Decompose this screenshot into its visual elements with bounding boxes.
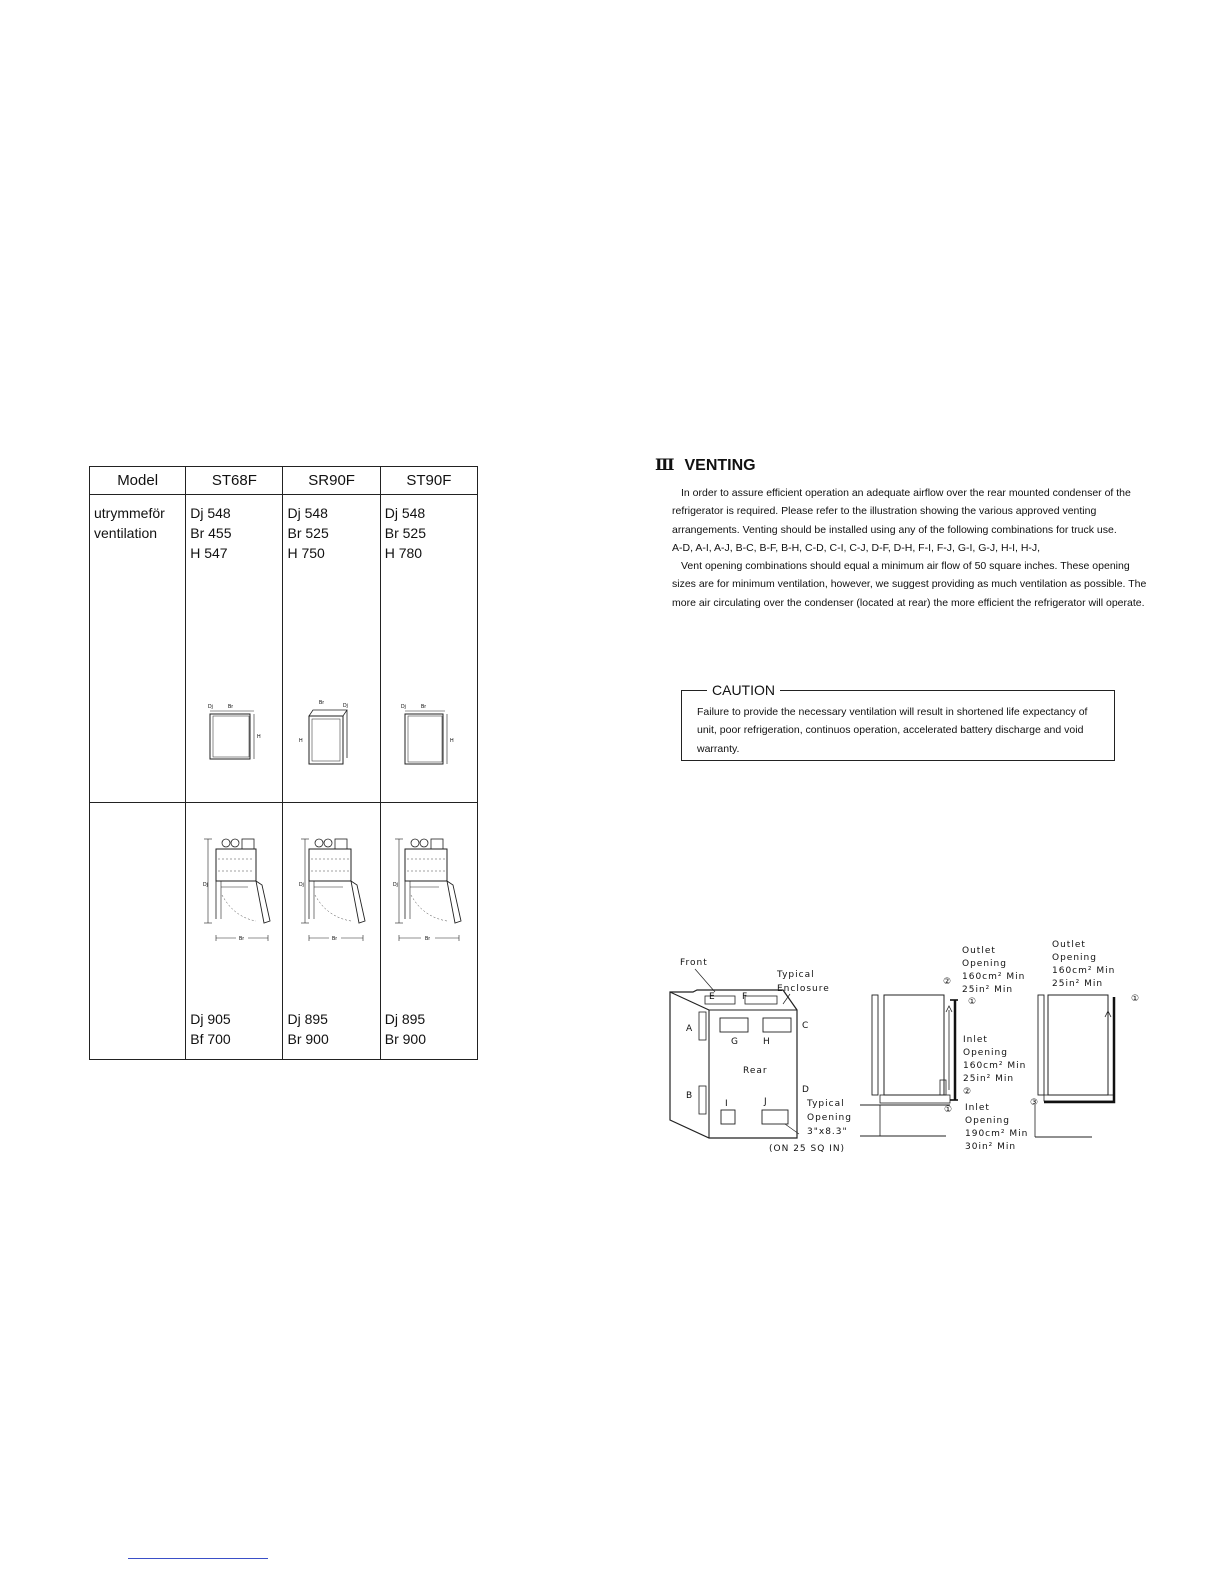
venting-heading (655, 455, 756, 475)
fig-label-dj: Dj (392, 882, 398, 888)
label-typical-opening-3: 3"x8.3" (807, 1127, 848, 1137)
caution-title: CAUTION (707, 682, 780, 698)
label-typical: Typical (777, 970, 815, 980)
dim-dj: Dj 548 (190, 505, 231, 521)
dim-dj: Dj 905 (190, 1011, 231, 1027)
marker-1: ① (1131, 994, 1141, 1004)
venting-cell-sr90f (283, 803, 380, 1060)
inlet-a-line4: 25in² Min (963, 1074, 1015, 1084)
side-vent-diagram-a (860, 940, 1040, 1155)
label-front: Front (680, 958, 708, 968)
label-opening-note: (ON 25 SQ IN) (769, 1144, 846, 1154)
label-j: J (764, 1097, 768, 1107)
dim-dj: Dj 548 (287, 505, 328, 521)
fig-label-dj: Dj (299, 882, 305, 888)
outlet-a-line3: 160cm² Min (962, 972, 1026, 982)
caution-box (681, 682, 1115, 761)
footer-rule (128, 1558, 268, 1559)
table-row-venting (90, 803, 478, 1060)
header-st68f: ST68F (186, 467, 283, 495)
fridge-perspective-figure (283, 700, 380, 780)
venting-cell-st68f (186, 803, 283, 1060)
inlet-a-line1: Inlet (963, 1035, 988, 1045)
dim-br: Br 525 (384, 525, 426, 541)
venting-paragraph-1: In order to assure efficient operation an adequate airflow over the rear mounted condenser of the refrigerator is required. Please refer to the illustration showing the various approved venting arrangements. Venting should be installed using any of the following combinations for truck use. (672, 487, 1131, 536)
label-typical-opening-2: Opening (807, 1113, 852, 1123)
fridge-front-figure (186, 700, 283, 780)
fridge-door-open-figure (381, 831, 478, 961)
fig-label-br: Br (420, 704, 426, 710)
venting-label-cell (90, 803, 186, 1060)
label-a: A (686, 1024, 694, 1034)
outlet-a-line1: Outlet (962, 946, 996, 956)
header-sr90f: SR90F (283, 467, 380, 495)
space-cell-st90f (380, 495, 477, 803)
label-i: I (725, 1099, 729, 1109)
dim-h: H 750 (287, 545, 325, 561)
outlet-b-line4: 25in² Min (1052, 979, 1104, 989)
fig-label-br: Br (332, 936, 338, 942)
label-enclosure: Enclosure (777, 984, 830, 994)
model-spec-table (89, 466, 478, 1060)
fig-label-br: Br (228, 704, 234, 710)
fridge-front-figure (381, 700, 478, 780)
dim-br: Br 525 (287, 525, 329, 541)
fig-label-dj: Dj (400, 704, 406, 710)
label-h: H (763, 1037, 771, 1047)
outlet-b-line3: 160cm² Min (1052, 966, 1116, 976)
space-label-line1: utrymmeför (94, 505, 165, 521)
fig-label-dj: Dj (208, 704, 213, 710)
table-row-space (90, 495, 478, 803)
section-numeral: Ⅲ (655, 455, 675, 474)
marker-2: ② (963, 1087, 973, 1097)
space-label-line2: ventilation (94, 525, 158, 541)
inlet-b-line3: 190cm² Min (965, 1129, 1029, 1139)
label-g: G (731, 1037, 739, 1047)
header-st90f: ST90F (380, 467, 477, 495)
marker-3: ③ (1030, 1098, 1040, 1108)
fig-label-br: Br (319, 700, 325, 706)
caution-text: Failure to provide the necessary ventilation will result in shortened life expectancy of unit, poor refrigeration, continuos operation, accelerated battery discharge and void warranty. (697, 706, 1088, 755)
inlet-b-line1: Inlet (965, 1103, 990, 1113)
fig-label-h: H (257, 734, 261, 740)
fig-label-h: H (299, 738, 304, 744)
fig-label-h: H (449, 738, 454, 744)
side-vent-diagram-b (1030, 935, 1150, 1150)
label-rear: Rear (743, 1066, 768, 1076)
outlet-b-line1: Outlet (1052, 940, 1086, 950)
dim-dj: Dj 895 (384, 1011, 426, 1027)
fig-label-dj: Dj (203, 882, 208, 888)
fridge-door-open-figure (186, 831, 283, 961)
marker-1: ① (944, 1105, 954, 1115)
fig-label-dj: Dj (343, 703, 349, 709)
label-typical-opening-1: Typical (807, 1099, 845, 1109)
enclosure-diagram (665, 950, 860, 1155)
outlet-a-line2: Opening (962, 959, 1007, 969)
table-header-row (90, 467, 478, 495)
fig-label-br: Br (424, 936, 430, 942)
inlet-b-line4: 30in² Min (965, 1142, 1017, 1152)
venting-paragraph-2: Vent opening combinations should equal a minimum air flow of 50 square inches. These opening sizes are for minimum ventilation, however, we suggest providing as much ventilation as possible. The more air circulating over the condenser (located at rear) the more efficient the refrigerator will operate. (672, 560, 1147, 609)
dim-br: Br 900 (287, 1031, 329, 1047)
venting-body (672, 484, 1147, 612)
marker-1: ① (968, 997, 978, 1007)
dim-br: Br 900 (384, 1031, 426, 1047)
inlet-b-line2: Opening (965, 1116, 1010, 1126)
dim-dj: Dj 895 (287, 1011, 328, 1027)
label-e: E (709, 992, 716, 1002)
venting-cell-st90f (380, 803, 477, 1060)
label-f: F (742, 992, 749, 1002)
inlet-a-line3: 160cm² Min (963, 1061, 1027, 1071)
dim-h: H 780 (384, 545, 423, 561)
section-title: VENTING (684, 457, 756, 474)
fridge-door-open-figure (283, 831, 380, 961)
dim-bf: Bf 700 (190, 1031, 231, 1047)
outlet-a-line4: 25in² Min (962, 985, 1014, 995)
dim-br: Br 455 (190, 525, 232, 541)
header-model: Model (90, 467, 186, 495)
label-b: B (686, 1091, 694, 1101)
dim-dj: Dj 548 (384, 505, 426, 521)
space-cell-sr90f (283, 495, 380, 803)
label-c: C (802, 1021, 810, 1031)
fig-label-br: Br (239, 936, 245, 942)
outlet-b-line2: Opening (1052, 953, 1097, 963)
marker-2: ② (943, 977, 953, 987)
label-d: D (802, 1085, 810, 1095)
space-label-cell (90, 495, 186, 803)
inlet-a-line2: Opening (963, 1048, 1008, 1058)
dim-h: H 547 (190, 545, 228, 561)
space-cell-st68f (186, 495, 283, 803)
venting-combinations: A-D, A-I, A-J, B-C, B-F, B-H, C-D, C-I, C-J, D-F, D-H, F-I, F-J, G-I, G-J, H-I, H-J, (672, 541, 1041, 554)
